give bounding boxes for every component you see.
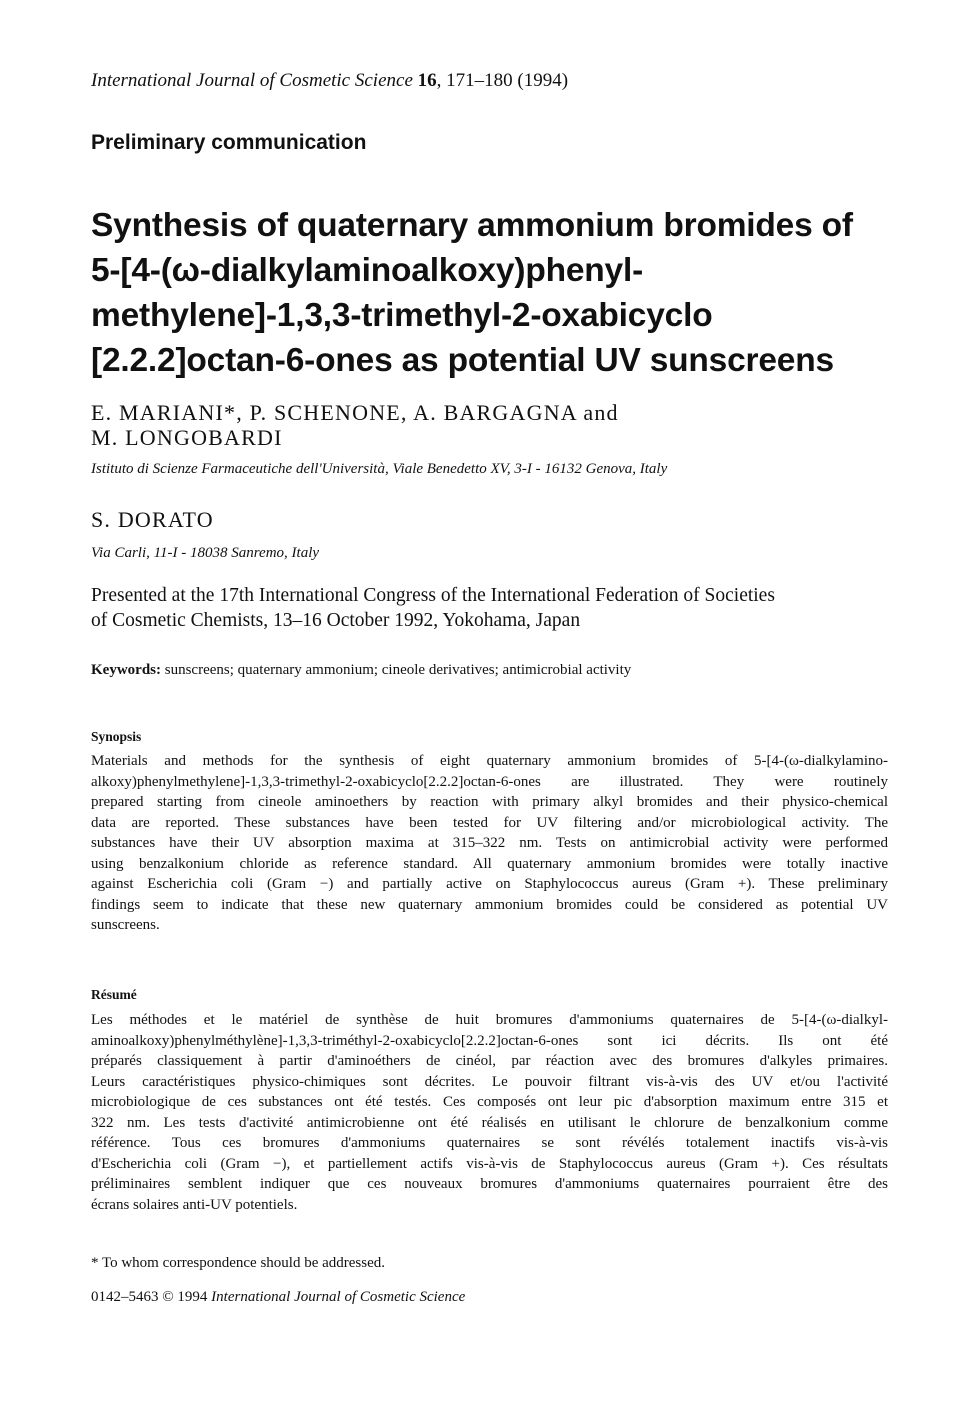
presentation-note — [91, 583, 911, 633]
text-line: Les méthodes et le matériel de synthèse de huit bromures d'ammoniums quaternaires de 5-[4-(ω-dialkyl- — [91, 1012, 888, 1028]
text-line: Leurs caractéristiques physico-chimiques sont décrites. Le pouvoir filtrant vis-à-vis des UV et/ou l'activité — [91, 1073, 888, 1090]
footnote: * To whom correspondence should be addressed. — [91, 1255, 386, 1271]
resume-heading: Résumé — [91, 987, 137, 1002]
text-line: data are reported. These substances have been tested for UV filtering and/or microbiological activity. The — [91, 814, 888, 831]
synopsis-heading: Synopsis — [91, 729, 142, 744]
synopsis-body — [91, 751, 888, 936]
title-line: [2.2.2]octan-6-ones as potential UV sunscreens — [91, 342, 834, 379]
affiliation: Via Carli, 11-I - 18038 Sanremo, Italy — [91, 545, 320, 561]
text-line: against Escherichia coli (Gram −) and partially active on Staphylococcus aureus (Gram +). These preliminary — [91, 876, 888, 892]
copyright-journal: International Journal of Cosmetic Science — [211, 1289, 466, 1305]
section-label: Preliminary communication — [91, 131, 367, 154]
author-line: M. LONGOBARDI — [91, 425, 283, 450]
presentation-line: Presented at the 17th International Congress of the International Federation of Societies — [91, 585, 775, 606]
text-line: prepared starting from cineole aminoethers by reaction with primary alkyl bromides and their physico-chemical — [91, 794, 888, 810]
title-line: methylene]-1,3,3-trimethyl-2-oxabicyclo — [91, 297, 713, 334]
text-line: aminoalkoxy)phenylméthylène]-1,3,3-triméthyl-2-oxabicyclo[2.2.2]octan-6-ones sont ici décrits. Ils ont été — [91, 1032, 888, 1049]
article-title — [91, 203, 911, 383]
keywords-label: Keywords: — [91, 662, 161, 678]
journal-volume: 16 — [417, 70, 437, 91]
presentation-line: of Cosmetic Chemists, 13–16 October 1992, Yokohama, Japan — [91, 610, 581, 631]
title-line: Synthesis of quaternary ammonium bromides of — [91, 207, 853, 244]
copyright-line — [91, 1289, 465, 1306]
resume-body — [91, 1010, 888, 1215]
text-line: findings seem to indicate that these new quaternary ammonium bromides could be considered as potential UV — [91, 896, 888, 913]
text-line: substances have their UV absorption maxima at 315–322 nm. Tests on antimicrobial activity were performed — [91, 835, 888, 851]
text-line: préparés classiquement à partir d'aminoéthers de cinéol, par réaction avec des bromures d'alkyles primaires. — [91, 1053, 888, 1069]
keywords — [91, 662, 631, 679]
author-name: S. DORATO — [91, 507, 214, 532]
text-line: 322 nm. Les tests d'activité antimicrobienne ont été réalisés en utilisant le chlorure de benzalkonium comme — [91, 1114, 888, 1131]
issn-copyright: 0142–5463 © 1994 — [91, 1289, 208, 1305]
text-line: alkoxy)phenylmethylene]-1,3,3-trimethyl-2-oxabicyclo[2.2.2]octan-6-ones are illustrated. They were routinely — [91, 773, 888, 790]
text-line: sunscreens. — [91, 917, 160, 933]
text-line: Materials and methods for the synthesis of eight quaternary ammonium bromides of 5-[4-(ω-dialkylamino- — [91, 753, 888, 769]
text-line: using benzalkonium chloride as reference standard. All quaternary ammonium bromides were totally inactive — [91, 855, 888, 872]
affiliation: Istituto di Scienze Farmaceutiche dell'Università, Viale Benedetto XV, 3-I - 16132 Genova, Italy — [91, 461, 668, 477]
author-list — [91, 400, 791, 450]
title-line: 5-[4-(ω-dialkylaminoalkoxy)phenyl- — [91, 252, 644, 289]
journal-citation — [91, 70, 891, 92]
text-line: d'Escherichia coli (Gram −), et partiellement actifs vis-à-vis de Staphylococcus aureus (Gram +). Ces résultats — [91, 1155, 888, 1172]
text-line: microbiologique de ces substances ont été testés. Ces composés ont leur pic d'absorption maximum entre 315 et — [91, 1094, 888, 1110]
text-line: référence. Tous ces bromures d'ammoniums quaternaires se sont révélés totalement inactifs vis-à-vis — [91, 1135, 888, 1151]
text-line: écrans solaires anti-UV potentiels. — [91, 1196, 298, 1213]
text-line: préliminaires semblent indiquer que ces nouveaux bromures d'ammoniums quaternaires pourraient être des — [91, 1176, 888, 1192]
journal-pages-year: , 171–180 (1994) — [436, 70, 569, 91]
author-line: E. MARIANI*, P. SCHENONE, A. BARGAGNA and — [91, 400, 619, 425]
journal-name: International Journal of Cosmetic Science — [91, 70, 413, 91]
keywords-text: sunscreens; quaternary ammonium; cineole derivatives; antimicrobial activity — [164, 662, 632, 678]
